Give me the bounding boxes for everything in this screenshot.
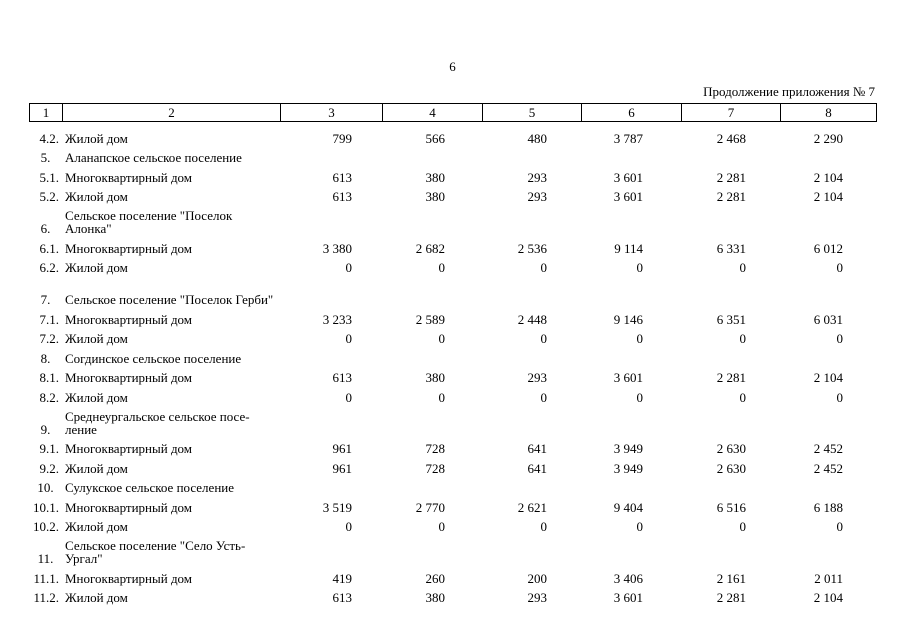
row-value-col-3: 3 519 [322, 499, 352, 515]
row-value-col-4: 566 [425, 130, 445, 146]
row-value-col-8: 2 452 [813, 460, 843, 476]
row-value-col-5: 480 [527, 130, 547, 146]
row-value-col-4 [382, 475, 482, 495]
row-number: 5.1. [39, 169, 59, 185]
row-number: 9.1. [39, 441, 59, 456]
row-value-col-5: 2 621 [517, 499, 547, 515]
row-name: Жилой дом [65, 519, 128, 534]
row-value-col-4: 0 [438, 389, 445, 405]
row-value-col-6: 0 [636, 389, 643, 405]
data-table [29, 125, 876, 604]
header-col-3: 3 [281, 104, 383, 122]
row-value-col-5: 200 [527, 570, 547, 586]
row-name: Жилой дом [65, 389, 128, 405]
row-name: Многоквартирный дом [65, 570, 193, 586]
row-value-col-5 [482, 145, 581, 165]
row-value-col-8: 0 [836, 260, 843, 275]
row-value-col-8: 6 012 [813, 240, 843, 256]
row-value-col-7: 6 516 [716, 499, 746, 515]
table-row [29, 565, 876, 585]
row-value-col-8 [780, 475, 876, 495]
row-number: 8.2. [39, 389, 59, 405]
header-col-5: 5 [483, 104, 582, 122]
table-row [29, 384, 876, 404]
row-number: 11.2. [33, 590, 59, 605]
header-row [30, 104, 877, 122]
row-value-col-8: 2 104 [813, 370, 843, 385]
row-value-col-3: 799 [332, 130, 352, 146]
row-value-col-7: 2 281 [716, 189, 746, 204]
row-value-col-4 [382, 203, 482, 235]
row-value-col-4: 380 [425, 370, 445, 385]
row-value-col-5: 0 [540, 260, 547, 275]
row-value-col-3: 3 233 [322, 311, 352, 327]
row-value-col-8: 0 [836, 389, 843, 405]
row-value-col-7: 2 630 [716, 441, 746, 456]
row-name: Аланапское сельское поселение [65, 150, 242, 165]
row-value-col-6: 3 787 [613, 130, 643, 146]
row-value-col-7 [681, 345, 780, 365]
row-value-col-6: 9 114 [614, 240, 643, 256]
row-name: Жилой дом [65, 189, 128, 204]
row-value-col-6: 0 [636, 260, 643, 275]
row-value-col-7 [681, 404, 780, 436]
row-value-col-8: 0 [836, 331, 843, 346]
row-value-col-5: 293 [527, 189, 547, 204]
row-value-col-4 [382, 274, 482, 306]
row-name: Сулукское сельское поселение [65, 480, 234, 495]
header-col-2: 2 [63, 104, 281, 122]
row-value-col-5 [482, 404, 581, 436]
row-number: 10.2. [33, 519, 59, 534]
row-value-col-7: 0 [739, 389, 746, 405]
row-value-col-5: 293 [527, 370, 547, 385]
row-name: Согдинское сельское поселение [65, 350, 242, 366]
row-name: Многоквартирный дом [65, 370, 193, 385]
page-number: 6 [449, 59, 456, 74]
row-value-col-8 [780, 274, 876, 306]
row-value-col-3 [280, 475, 382, 495]
row-name: Многоквартирный дом [65, 240, 193, 256]
row-name: Жилой дом [65, 260, 128, 275]
row-value-col-3: 419 [332, 570, 352, 586]
row-number: 8. [40, 350, 51, 366]
row-number: 7. [40, 292, 51, 307]
row-value-col-5: 0 [540, 331, 547, 346]
row-value-col-8: 0 [836, 519, 843, 534]
row-value-col-4: 0 [438, 519, 445, 534]
row-value-col-4 [382, 145, 482, 165]
table-row [29, 125, 876, 145]
row-value-col-7 [681, 533, 780, 565]
row-value-col-5: 293 [527, 169, 547, 185]
row-value-col-6: 3 601 [613, 189, 643, 204]
row-value-col-5 [482, 345, 581, 365]
row-value-col-5: 2 448 [517, 311, 547, 327]
row-value-col-6: 0 [636, 331, 643, 346]
table-row [29, 585, 876, 605]
row-number: 6.1. [39, 240, 59, 256]
table-row [29, 306, 876, 326]
row-value-col-8 [780, 145, 876, 165]
row-value-col-5 [482, 533, 581, 565]
row-name: Жилой дом [65, 130, 128, 146]
table-row [29, 164, 876, 184]
row-value-col-7: 0 [739, 260, 746, 275]
row-value-col-5: 293 [527, 590, 547, 605]
row-number: 11. [37, 551, 54, 566]
row-value-col-4: 2 589 [415, 311, 445, 327]
row-value-col-7: 2 281 [716, 370, 746, 385]
table-row [29, 494, 876, 514]
row-value-col-3 [280, 404, 382, 436]
row-value-col-7 [681, 203, 780, 235]
row-value-col-6: 3 406 [613, 570, 643, 586]
row-name: Жилой дом [65, 331, 128, 346]
row-value-col-7: 2 281 [716, 590, 746, 605]
row-number: 5.2. [39, 189, 59, 204]
row-value-col-3 [280, 203, 382, 235]
row-name: Многоквартирный дом [65, 499, 193, 515]
row-value-col-7: 0 [739, 331, 746, 346]
continuation-note: Продолжение приложения № 7 [703, 84, 875, 99]
row-value-col-7 [681, 274, 780, 306]
section-row [29, 203, 876, 235]
row-value-col-6: 3 601 [613, 590, 643, 605]
row-value-col-8 [780, 533, 876, 565]
row-value-col-3: 0 [345, 389, 352, 405]
row-value-col-7 [681, 145, 780, 165]
row-value-col-5: 0 [540, 389, 547, 405]
row-value-col-5 [482, 475, 581, 495]
row-value-col-8: 2 104 [813, 169, 843, 185]
row-value-col-3: 0 [345, 519, 352, 534]
row-value-col-4: 380 [425, 189, 445, 204]
row-value-col-4 [382, 533, 482, 565]
row-number: 11.1. [33, 570, 59, 586]
row-value-col-8 [780, 404, 876, 436]
table-header [29, 103, 877, 122]
row-value-col-8: 2 290 [813, 130, 843, 146]
header-col-4: 4 [383, 104, 483, 122]
row-value-col-6: 3 949 [613, 441, 643, 456]
row-value-col-6 [581, 345, 681, 365]
table-row [29, 235, 876, 255]
row-name: Многоквартирный дом [65, 441, 193, 456]
row-value-col-3: 3 380 [322, 240, 352, 256]
row-number: 6.2. [39, 260, 59, 275]
table-row [29, 365, 876, 385]
row-value-col-7: 2 630 [716, 460, 746, 476]
row-value-col-6 [581, 475, 681, 495]
row-value-col-8 [780, 203, 876, 235]
section-row [29, 145, 876, 165]
row-value-col-3 [280, 533, 382, 565]
row-value-col-6: 3 601 [613, 169, 643, 185]
header-col-8: 8 [781, 104, 877, 122]
row-value-col-4: 380 [425, 590, 445, 605]
row-number: 10.1. [33, 499, 59, 515]
row-name: Сельское поселение "Село Усть-Ургал" [65, 538, 246, 566]
header-col-7: 7 [682, 104, 781, 122]
row-value-col-7 [681, 475, 780, 495]
row-value-col-3: 613 [332, 189, 352, 204]
table-row [29, 514, 876, 534]
row-value-col-5: 0 [540, 519, 547, 534]
row-number: 4.2. [39, 130, 59, 146]
row-value-col-8: 6 031 [813, 311, 843, 327]
row-value-col-7: 2 281 [716, 169, 746, 185]
row-value-col-6: 3 601 [613, 370, 643, 385]
row-value-col-6 [581, 404, 681, 436]
row-number: 7.2. [39, 331, 59, 346]
table-row [29, 455, 876, 475]
row-value-col-5: 641 [527, 460, 547, 476]
row-value-col-4: 2 770 [415, 499, 445, 515]
row-value-col-7: 2 468 [716, 130, 746, 146]
row-value-col-7: 6 351 [716, 311, 746, 327]
row-name: Многоквартирный дом [65, 311, 193, 327]
row-value-col-8: 2 011 [814, 570, 843, 586]
section-row [29, 345, 876, 365]
section-row [29, 274, 876, 306]
row-value-col-5 [482, 274, 581, 306]
row-name: Сельское поселение "Поселок Алонка" [65, 208, 233, 236]
row-value-col-3 [280, 274, 382, 306]
row-value-col-7: 2 161 [716, 570, 746, 586]
row-value-col-6: 9 404 [613, 499, 643, 515]
table-row [29, 184, 876, 204]
row-value-col-8: 6 188 [813, 499, 843, 515]
row-value-col-3: 613 [332, 169, 352, 185]
row-value-col-5: 2 536 [517, 240, 547, 256]
row-value-col-7: 0 [739, 519, 746, 534]
row-number: 10. [37, 480, 54, 495]
row-value-col-6 [581, 533, 681, 565]
row-name: Многоквартирный дом [65, 169, 193, 185]
row-value-col-4: 2 682 [415, 240, 445, 256]
row-value-col-3: 613 [332, 370, 352, 385]
table-row [29, 326, 876, 346]
row-value-col-8 [780, 345, 876, 365]
row-value-col-4: 380 [425, 169, 445, 185]
row-value-col-5: 641 [527, 441, 547, 456]
row-value-col-4 [382, 404, 482, 436]
row-value-col-6: 9 146 [613, 311, 643, 327]
header-col-6: 6 [582, 104, 682, 122]
row-number: 6. [40, 221, 51, 236]
section-row [29, 533, 876, 565]
row-value-col-3 [280, 145, 382, 165]
header-col-1: 1 [30, 104, 63, 122]
row-value-col-3: 961 [332, 441, 352, 456]
row-value-col-3 [280, 345, 382, 365]
row-value-col-3: 613 [332, 590, 352, 605]
row-value-col-4: 0 [438, 331, 445, 346]
row-value-col-3: 961 [332, 460, 352, 476]
row-number: 8.1. [39, 370, 59, 385]
row-name: Среднеургальское сельское посе-ление [65, 408, 250, 437]
section-row [29, 404, 876, 436]
row-value-col-4: 260 [425, 570, 445, 586]
row-number: 7.1. [39, 311, 59, 327]
row-value-col-7: 6 331 [716, 240, 746, 256]
row-name: Сельское поселение "Поселок Герби" [65, 292, 274, 307]
table-row [29, 436, 876, 456]
row-value-col-4 [382, 345, 482, 365]
row-value-col-8: 2 104 [813, 189, 843, 204]
row-number: 9. [40, 421, 51, 437]
row-value-col-3: 0 [345, 260, 352, 275]
row-name: Жилой дом [65, 590, 128, 605]
row-value-col-6: 3 949 [613, 460, 643, 476]
row-value-col-4: 728 [425, 460, 445, 476]
row-number: 9.2. [39, 460, 59, 476]
row-value-col-8: 2 104 [813, 590, 843, 605]
row-value-col-6 [581, 145, 681, 165]
row-number: 5. [40, 150, 51, 165]
row-value-col-3: 0 [345, 331, 352, 346]
row-value-col-6 [581, 274, 681, 306]
row-name: Жилой дом [65, 460, 128, 476]
section-row [29, 475, 876, 495]
row-value-col-5 [482, 203, 581, 235]
row-value-col-4: 728 [425, 441, 445, 456]
row-value-col-4: 0 [438, 260, 445, 275]
row-value-col-6 [581, 203, 681, 235]
row-value-col-8: 2 452 [813, 441, 843, 456]
table-row [29, 255, 876, 275]
row-value-col-6: 0 [636, 519, 643, 534]
